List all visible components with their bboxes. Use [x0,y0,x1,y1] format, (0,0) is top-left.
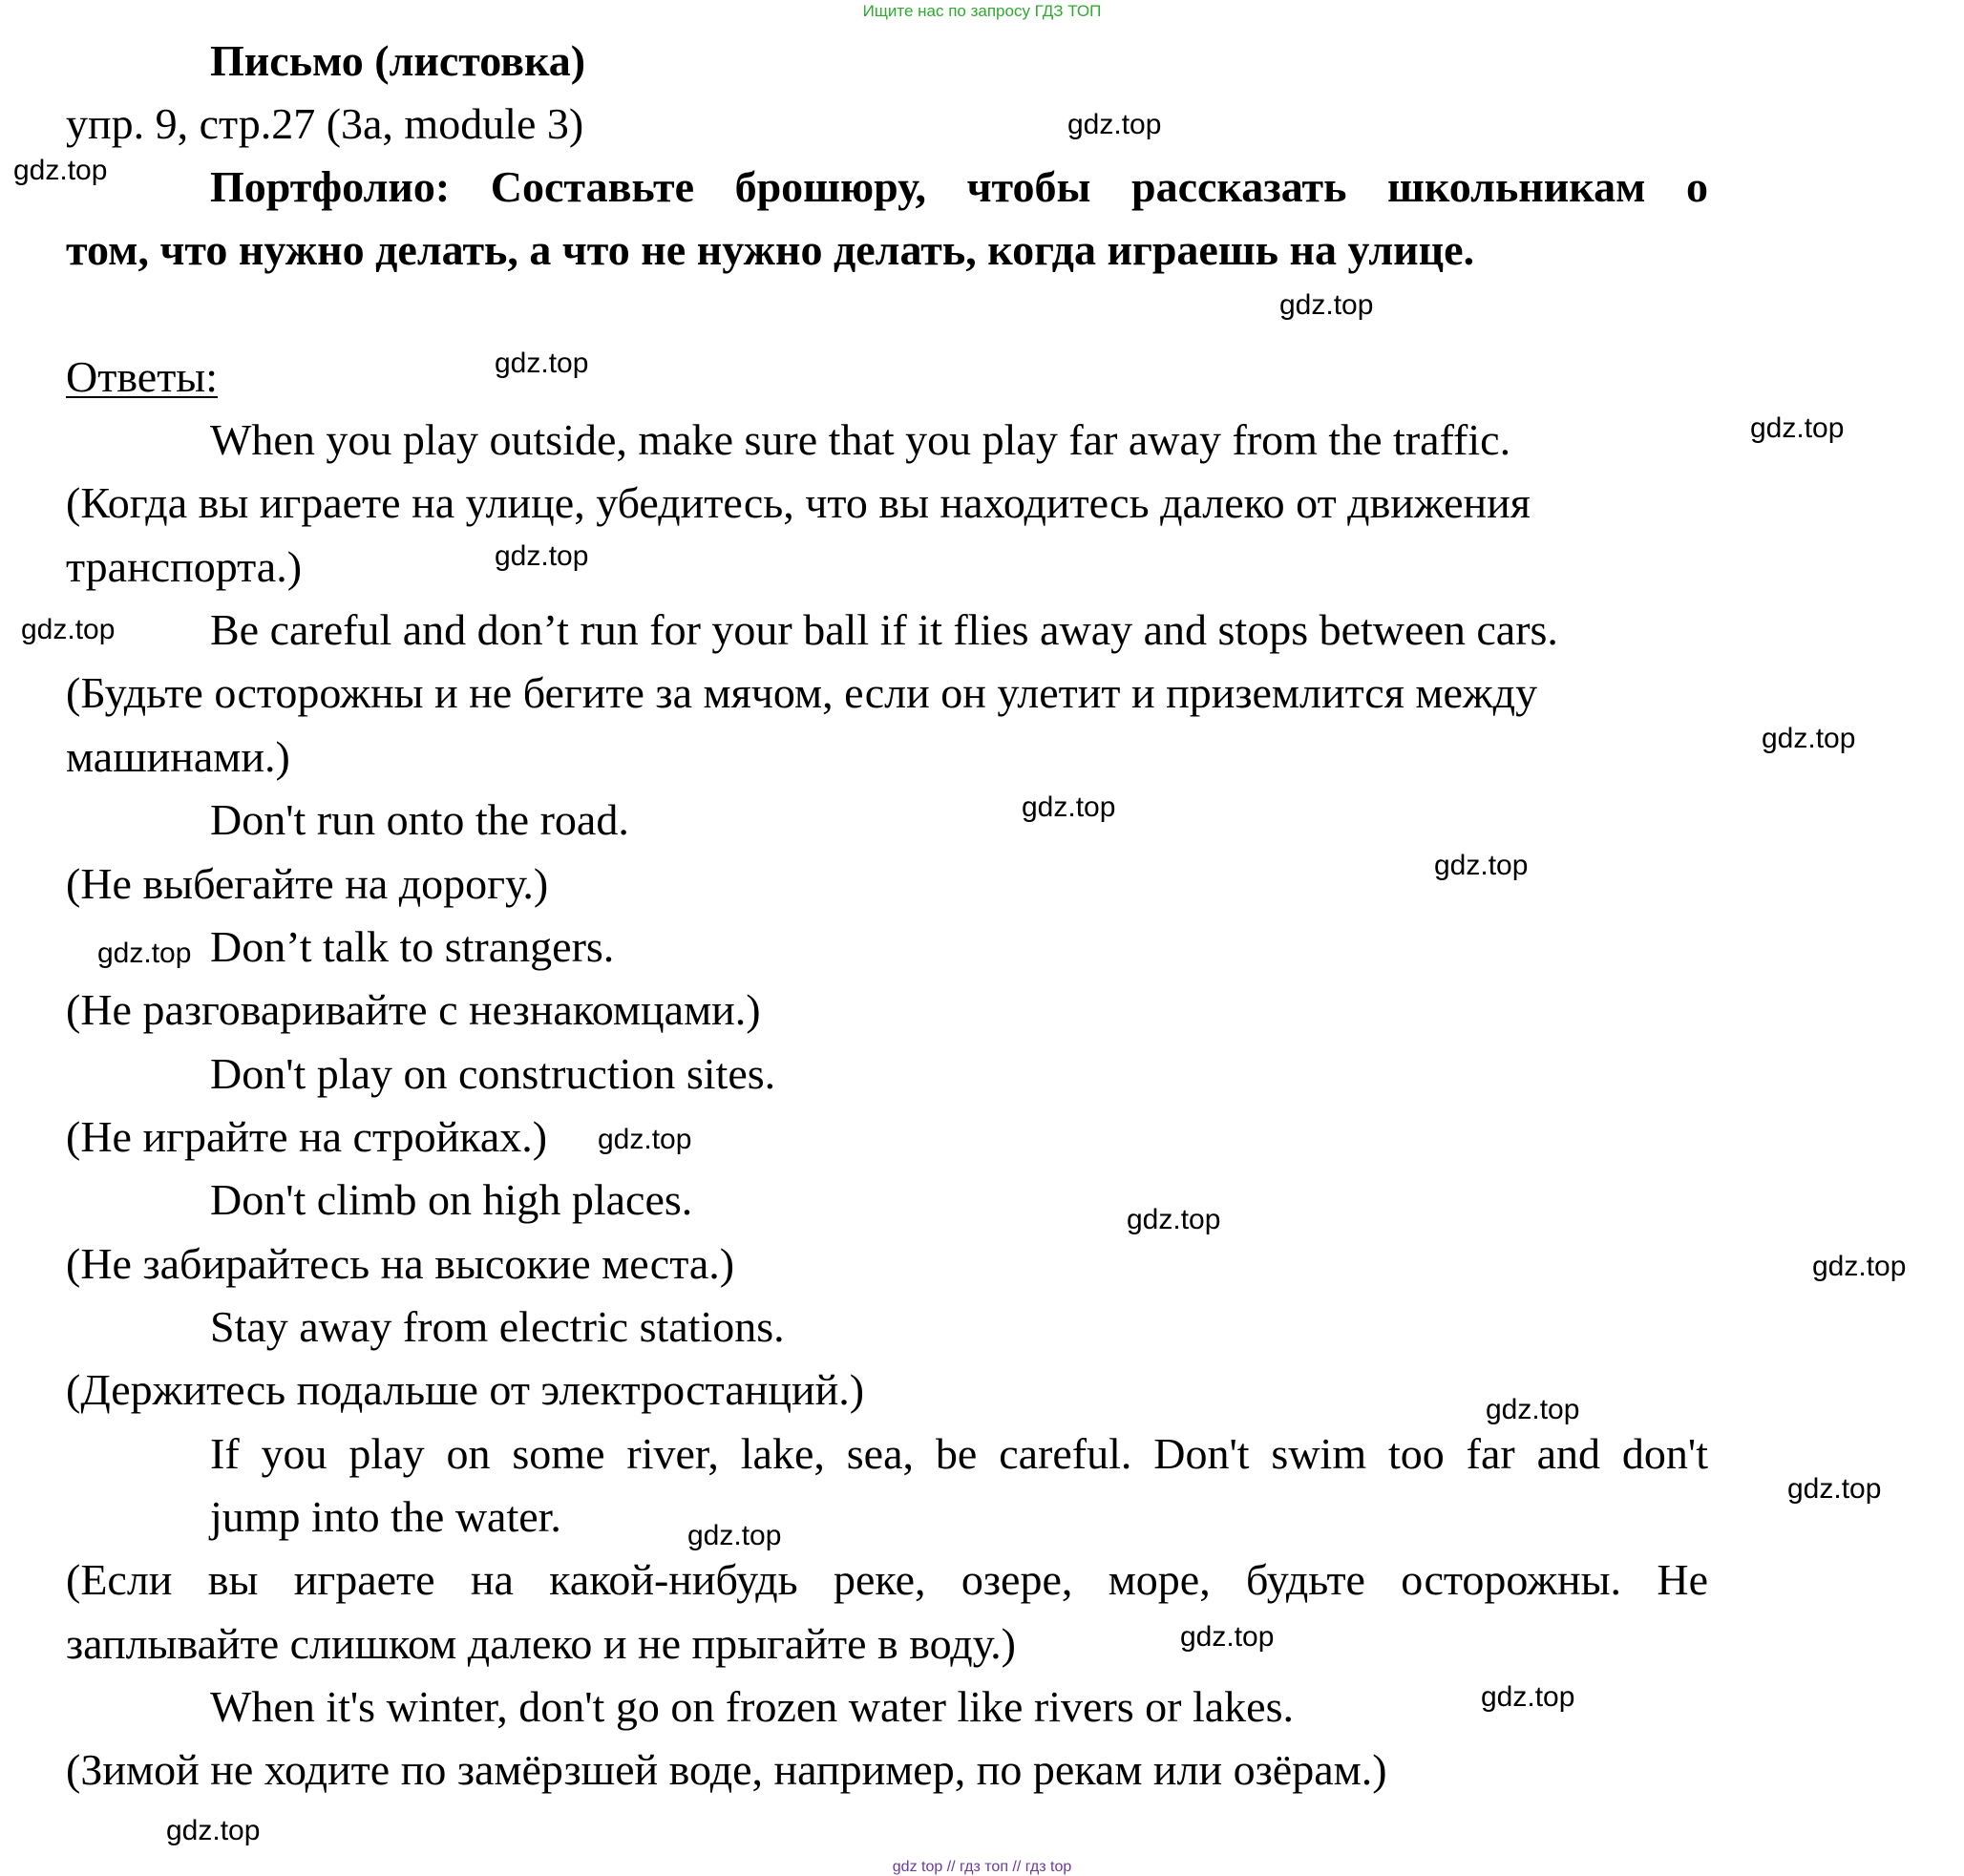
exercise-reference: упр. 9, стр.27 (3a, module 3) [66,99,584,148]
answer-1-ru-line-2: транспорта.) [66,542,303,591]
watermark: gdz.top [13,155,108,186]
answer-5-en: Don't play on construction sites. [210,1049,776,1098]
watermark: gdz.top [687,1520,782,1551]
answer-8-ru-line-2: заплывайте слишком далеко и не прыгайте в воду.) [66,1619,1016,1668]
answer-3-ru: (Не выбегайте на дорогу.) [66,859,549,908]
answer-1-ru-line-1: (Когда вы играете на улице, убедитесь, что вы находитесь далеко от движения [66,478,1531,527]
answer-1-en: When you play outside, make sure that you play far away from the traffic. [210,415,1511,464]
top-banner[interactable]: Ищите нас по запросу ГДЗ ТОП [862,2,1102,20]
watermark: gdz.top [166,1815,261,1846]
answer-9-ru: (Зимой не ходите по замёрзшей воде, например, по рекам или озёрам.) [66,1745,1387,1794]
task-line-1: Портфолио: Составьте брошюру, чтобы рассказать школьникам о [210,162,1708,211]
watermark: gdz.top [1750,412,1845,444]
watermark: gdz.top [1812,1251,1907,1282]
answer-3-en: Don't run onto the road. [210,795,629,844]
watermark: gdz.top [21,614,116,645]
answer-2-en: Be careful and don’t run for your ball if it flies away and stops between cars. [210,605,1558,654]
answer-9-en: When it's winter, don't go on frozen water like rivers or lakes. [210,1682,1294,1731]
answer-4-ru: (Не разговаривайте с незнакомцами.) [66,985,761,1034]
answer-8-ru-line-1: (Если вы играете на какой-нибудь реке, озере, море, будьте осторожны. Не [66,1555,1708,1604]
watermark: gdz.top [1486,1394,1580,1425]
watermark: gdz.top [598,1124,692,1155]
watermark: gdz.top [1762,723,1856,754]
watermark: gdz.top [495,348,589,379]
watermark: gdz.top [1481,1681,1575,1713]
answer-8-en-line-2: jump into the water. [210,1492,561,1541]
watermark: gdz.top [1434,850,1529,881]
watermark: gdz.top [97,938,192,969]
watermark: gdz.top [1279,289,1374,321]
answer-6-ru: (Не забирайтесь на высокие места.) [66,1239,735,1288]
answer-2-ru-line-2: машинами.) [66,732,290,781]
answer-7-en: Stay away from electric stations. [210,1302,785,1351]
watermark: gdz.top [1180,1621,1275,1653]
footer-links[interactable]: gdz top // гдз топ // гдз top [892,1859,1072,1875]
answer-4-en: Don’t talk to strangers. [210,922,615,971]
answer-5-ru: (Не играйте на стройках.) [66,1112,548,1161]
answer-6-en: Don't climb on high places. [210,1175,693,1224]
watermark: gdz.top [1067,109,1162,140]
watermark: gdz.top [495,540,589,572]
answer-2-ru-line-1: (Будьте осторожны и не бегите за мячом, если он улетит и приземлится между [66,668,1538,717]
answer-8-en-line-1: If you play on some river, lake, sea, be careful. Don't swim too far and don't [210,1429,1708,1478]
watermark: gdz.top [1787,1473,1882,1505]
task-line-2: том, что нужно делать, а что не нужно делать, когда играешь на улице. [66,225,1475,274]
answer-7-ru: (Держитесь подальше от электростанций.) [66,1365,865,1414]
watermark: gdz.top [1022,791,1116,823]
answers-heading: Ответы: [66,352,218,401]
page-title: Письмо (листовка) [210,36,586,85]
watermark: gdz.top [1127,1204,1221,1235]
